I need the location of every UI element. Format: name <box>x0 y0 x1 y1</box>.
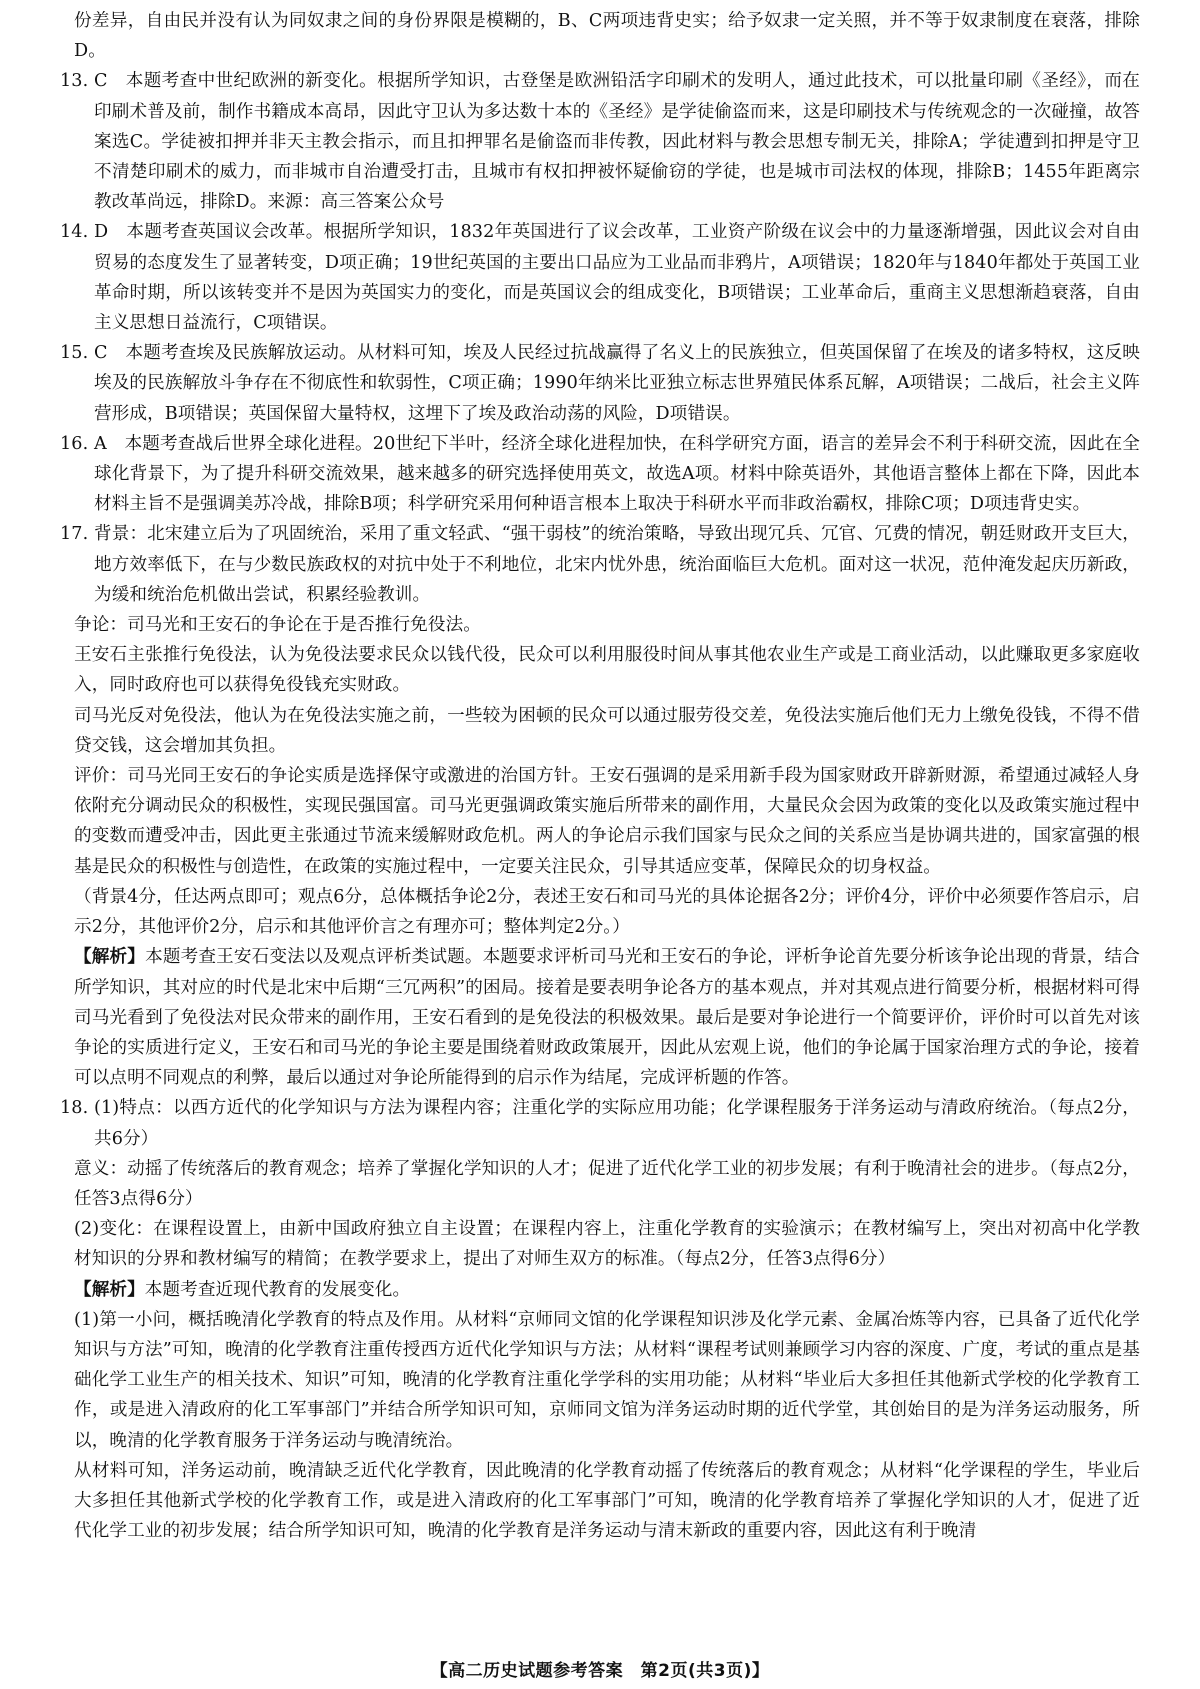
analysis-tag: 【解析】 <box>74 946 146 968</box>
q17-paragraph: 司马光反对免役法，他认为在免役法实施之前，一些较为困顿的民众可以通过服劳役交差，免役法实施后他们无力上缴免役钱，不得不借贷交钱，这会增加其负担。 <box>74 705 1140 756</box>
q18-paragraph: 从材料可知，洋务运动前，晚清缺乏近代化学教育，因此晚清的化学教育动摇了传统落后的教育观念；从材料“化学课程的学生，毕业后大多担任其他新式学校的化学教育工作，或是进入清政府的化工军事部门”可知，晚清的化学教育培养了掌握化学知识的人才，促进了近代化学工业的初步发展；结合所学知识可知，晚清的化学教育是洋务运动与清末新政的重要内容，因此这有利于晚清 <box>74 1460 1140 1542</box>
question-text: A 本题考查战后世界全球化进程。20世纪下半叶，经济全球化进程加快，在科学研究方面，语言的差异会不利于科研交流，因此在全球化背景下，为了提升科研交流效果，越来越多的研究选择使用英文，故选A项。材料中除英语外，其他语言整体上都在下降，因此本材料主旨不是强调美苏冷战，排除B项；科学研究采用何种语言根本上取决于科研水平而非政治霸权，排除C项；D项违背史实。 <box>94 433 1140 515</box>
question-text: D 本题考查英国议会改革。根据所学知识，1832年英国进行了议会改革，工业资产阶级在议会中的力量逐渐增强，因此议会对自由贸易的态度发生了显著转变，D项正确；19世纪英国的主要出口品应为工业品而非鸦片，A项错误；1820年与1840年都处于英国工业革命时期，所以该转变并不是因为英国实力的变化，而是英国议会的组成变化，B项错误；工业革命后，重商主义思想渐趋衰落，自由主义思想日益流行，C项错误。 <box>94 222 1140 334</box>
question-15 <box>60 338 1140 429</box>
question-number: 18. <box>60 1098 89 1119</box>
q17-paragraph: 评价：司马光同王安石的争论实质是选择保守或激进的治国方针。王安石强调的是采用新手段为国家财政开辟新财源，希望通过减轻人身依附充分调动民众的积极性，实现民强国富。司马光更强调政策实施后所带来的副作用，大量民众会因为政策的变化以及政策实施过程中的变数而遭受冲击，因此更主张通过节流来缓解财政危机。两人的争论启示我们国家与民众之间的关系应当是协调共进的，国家富强的根基是民众的积极性与创造性，在政策的实施过程中，一定要关注民众，引导其适应变革，保障民众的切身权益。 <box>74 766 1140 877</box>
analysis-tag: 【解析】 <box>74 1278 145 1300</box>
question-16 <box>60 429 1140 520</box>
q18-paragraph: 意义：动摇了传统落后的教育观念；培养了掌握化学知识的人才；促进了近代化学工业的初步发展；有利于晚清社会的进步。（每点2分，任答3点得6分） <box>74 1158 1140 1209</box>
q17-scoring: （背景4分，任达两点即可；观点6分，总体概括争论2分，表述王安石和司马光的具体论据各2分；评价4分，评价中必须要作答启示，启示2分，其他评价2分，启示和其他评价言之有理亦可；整体判定2分。） <box>74 886 1140 938</box>
question-number: 14. <box>60 222 89 243</box>
lead-text: 份差异，自由民并没有认为同奴隶之间的身份界限是模糊的，B、C两项违背史实；给予奴隶一定关照，并不等于奴隶制度在衰落，排除D。 <box>74 11 1140 62</box>
q18-paragraph: (1)第一小问，概括晚清化学教育的特点及作用。从材料“京师同文馆的化学课程知识涉及化学元素、金属冶炼等内容，已具备了近代化学知识与方法”可知，晚清的化学教育注重传授西方近代化学知识与方法；从材料“课程考试则兼顾学习内容的深度、广度，考试的重点是基础化学工业生产的相关技术、知识”可知，晚清的化学教育注重化学学科的实用功能；从材料“毕业后大多担任其他新式学校的化学教育工作，或是进入清政府的化工军事部门”并结合所学知识可知，京师同文馆为洋务运动时期的近代学堂，其创始目的是为洋务运动服务，所以，晚清的化学教育服务于洋务运动与晚清统治。 <box>74 1309 1140 1451</box>
q18-part1: (1)特点：以西方近代的化学知识与方法为课程内容；注重化学的实际应用功能；化学课程服务于洋务运动与清政府统治。（每点2分，共6分） <box>94 1098 1140 1149</box>
analysis-text: 本题考查近现代教育的发展变化。 <box>144 1279 411 1300</box>
q17-paragraph: 争论：司马光和王安石的争论在于是否推行免役法。 <box>74 615 481 636</box>
question-text: C 本题考查中世纪欧洲的新变化。根据所学知识，古登堡是欧洲铅活字印刷术的发明人，通过此技术，可以批量印刷《圣经》，而在印刷术普及前，制作书籍成本高昂，因此守卫认为多达数十本的《圣经》是学徒偷盗而来，这是印刷技术与传统观念的一次碰撞，故答案选C。学徒被扣押并非天主教会指示，而且扣押罪名是偷盗而非传教，因此材料与教会思想专制无关，排除A；学徒遭到扣押是守卫不清楚印刷术的威力，而非城市自治遭受打击，且城市有权扣押被怀疑偷窃的学徒，也是城市司法权的体现，排除B；1455年距离宗教改革尚远，排除D。来源：高三答案公众号 <box>94 71 1140 213</box>
q17-paragraph: 王安石主张推行免役法，认为免役法要求民众以钱代役，民众可以利用服役时间从事其他农业生产或是工商业活动，以此赚取更多家庭收入，同时政府也可以获得免役钱充实财政。 <box>74 645 1140 696</box>
question-text: C 本题考查埃及民族解放运动。从材料可知，埃及人民经过抗战赢得了名义上的民族独立，但英国保留了在埃及的诸多特权，这反映埃及的民族解放斗争存在不彻底性和软弱性，C项正确；1990年纳米比亚独立标志世界殖民体系瓦解，A项错误；二战后，社会主义阵营形成，B项错误；英国保留大量特权，这埋下了埃及政治动荡的风险，D项错误。 <box>94 343 1140 424</box>
q18-analysis <box>60 1275 1140 1305</box>
question-14 <box>60 217 1140 338</box>
question-17 <box>60 519 1140 1093</box>
question-18 <box>60 1093 1140 1546</box>
answer-page <box>60 6 1140 1681</box>
analysis-text: 本题考查王安石变法以及观点评析类试题。本题要求评析司马光和王安石的争论，评析争论首先要分析该争论出现的背景，结合所学知识，其对应的时代是北宋中后期“三冗两积”的困局。接着是要表明争论各方的基本观点，并对其观点进行简要分析，根据材料可得司马光看到了免役法对民众带来的副作用，王安石看到的是免役法的积极效果。最后是要对争论进行一个简要评价，评价时可以首先对该争论的实质进行定义，王安石和司马光的争论主要是围绕着财政政策展开，因此从宏观上说，他们的争论属于国家治理方式的争论，接着可以点明不同观点的利弊，最后以通过对争论所能得到的启示作为结尾，完成评析题的作答。 <box>74 947 1140 1089</box>
question-13 <box>60 66 1140 217</box>
q17-background: 背景：北宋建立后为了巩固统治，采用了重文轻武、“强干弱枝”的统治策略，导致出现冗兵、冗官、冗费的情况，朝廷财政开支巨大，地方效率低下，在与少数民族政权的对抗中处于不利地位，北宋内忧外患，统治面临巨大危机。面对这一状况，范仲淹发起庆历新政，为缓和统治危机做出尝试，积累经验教训。 <box>94 524 1140 605</box>
question-number: 17. <box>60 524 89 545</box>
q18-paragraph: (2)变化：在课程设置上，由新中国政府独立自主设置；在课程内容上，注重化学教育的实验演示；在教材编写上，突出对初高中化学教材知识的分界和教材编写的精简；在教学要求上，提出了对师生双方的标准。（每点2分，任答3点得6分） <box>74 1219 1140 1270</box>
question-number: 15. <box>60 343 89 364</box>
question-number: 16. <box>60 433 89 454</box>
q17-analysis <box>60 942 1140 1093</box>
page-footer: 【高二历史试题参考答案 第2页(共3页)】 <box>430 1661 770 1681</box>
question-number: 13. <box>60 71 89 92</box>
